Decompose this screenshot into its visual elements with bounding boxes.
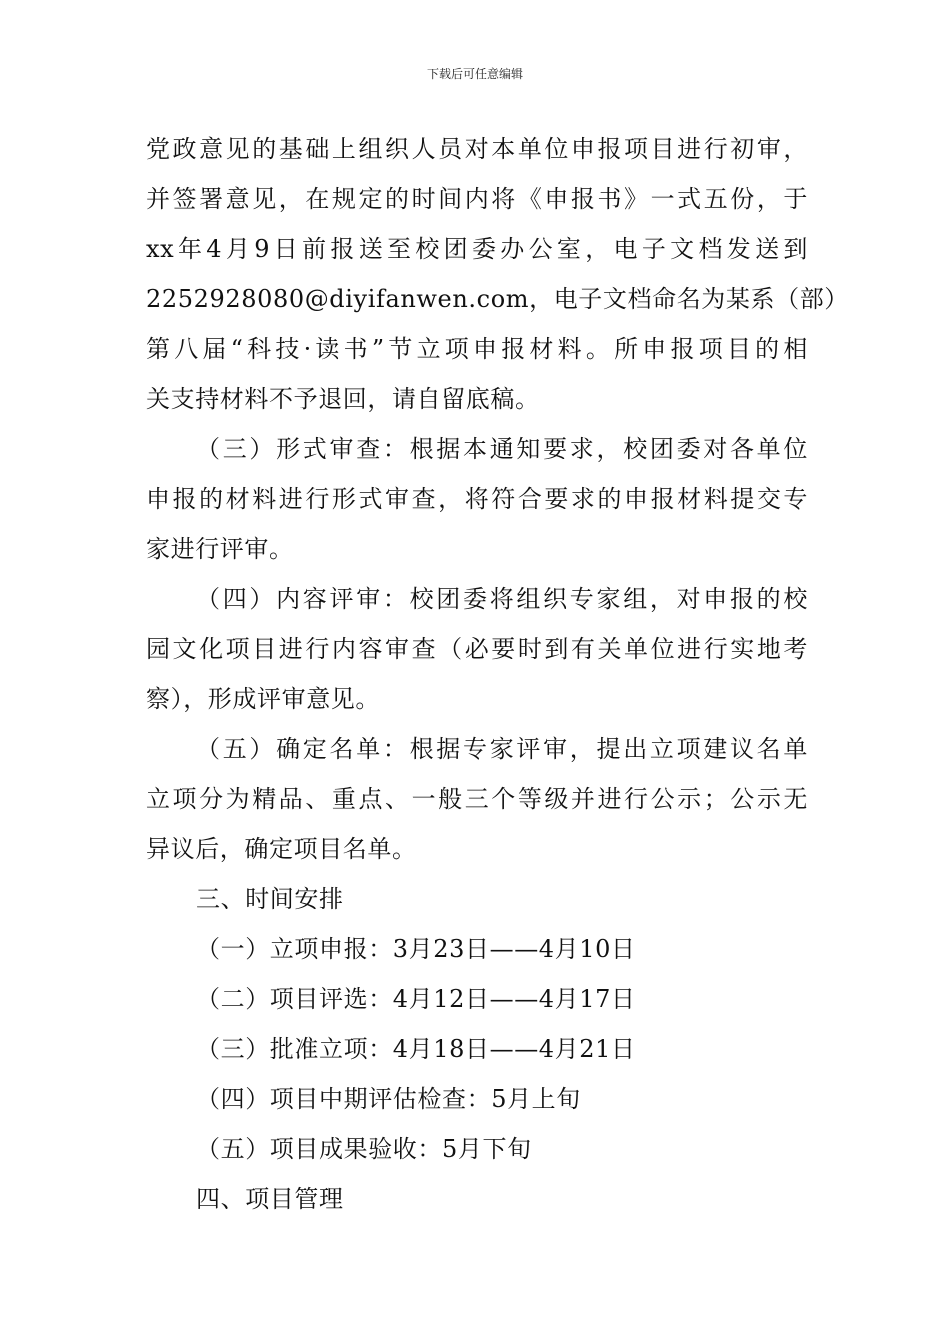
schedule-item: （三）批准立项：4月18日——4月21日: [196, 1035, 636, 1063]
paragraph-line: （五）确定名单：根据专家评审，提出立项建议名单: [196, 735, 808, 763]
paragraph-line: 察），形成评审意见。: [146, 685, 380, 713]
section-heading-management: 四、项目管理: [196, 1185, 344, 1213]
schedule-item: （二）项目评选：4月12日——4月17日: [196, 985, 636, 1013]
paragraph-line: 并签署意见，在规定的时间内将《申报书》一式五份，于: [146, 185, 808, 213]
paragraph-line: 关支持材料不予退回，请自留底稿。: [146, 385, 540, 413]
schedule-item: （一）立项申报：3月23日——4月10日: [196, 935, 636, 963]
document-body: [146, 124, 849, 1224]
paragraph-line: （三）形式审查：根据本通知要求，校团委对各单位: [196, 435, 808, 463]
paragraph-line: xx年4月9日前报送至校团委办公室，电子文档发送到: [146, 235, 808, 263]
section-heading-schedule: 三、时间安排: [196, 885, 344, 913]
paragraph-line: 第八届“科技·读书”节立项申报材料。所申报项目的相: [146, 335, 808, 363]
paragraph-line: 异议后，确定项目名单。: [146, 835, 417, 863]
paragraph-line: 家进行评审。: [146, 535, 294, 563]
paragraph-line: 立项分为精品、重点、一般三个等级并进行公示；公示无: [146, 785, 808, 813]
schedule-item: （五）项目成果验收：5月下旬: [196, 1135, 532, 1163]
paragraph-line: 党政意见的基础上组织人员对本单位申报项目进行初审，: [146, 135, 808, 163]
paragraph-line: （四）内容评审：校团委将组织专家组，对申报的校: [196, 585, 808, 613]
schedule-item: （四）项目中期评估检查：5月上旬: [196, 1085, 581, 1113]
paragraph-line: 园文化项目进行内容审查（必要时到有关单位进行实地考: [146, 635, 808, 663]
paragraph-line: 申报的材料进行形式审查，将符合要求的申报材料提交专: [146, 485, 808, 513]
page-header-note: 下载后可任意编辑: [426, 67, 523, 81]
paragraph-line: 2252928080@diyifanwen.com，电子文档命名为某系（部）: [146, 285, 849, 313]
